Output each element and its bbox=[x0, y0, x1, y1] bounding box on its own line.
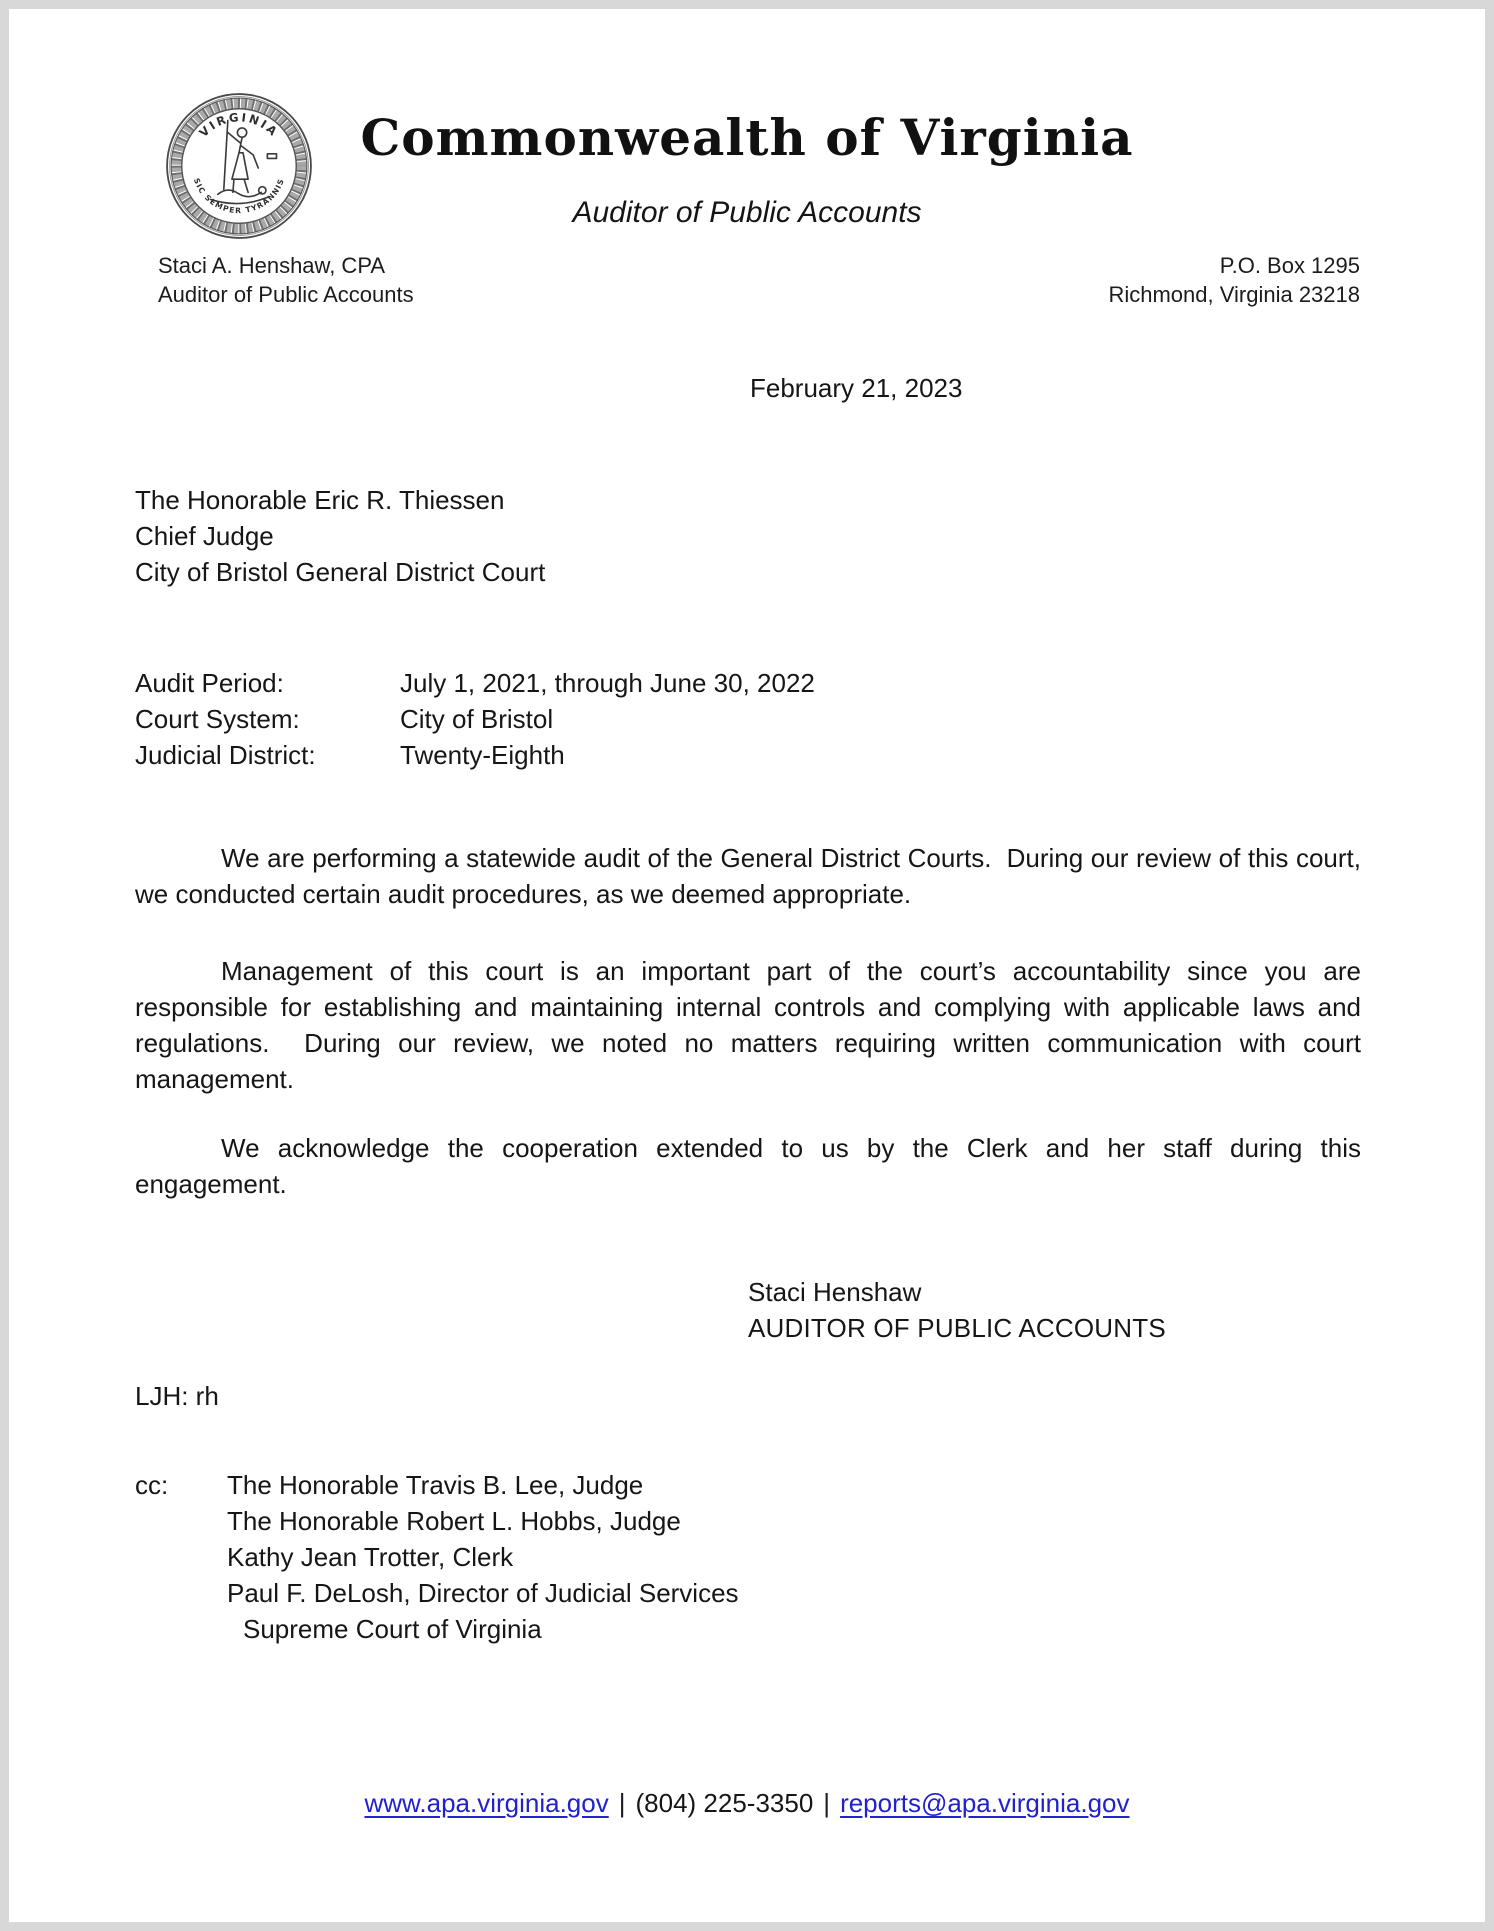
seal-bottom-text: SIC SEMPER TYRANNIS bbox=[191, 176, 287, 216]
cc-sub-line: Supreme Court of Virginia bbox=[243, 1614, 542, 1644]
body-paragraph-2: Management of this court is an important part of the court’s accountability since you are responsible for establishing and maintaining internal controls and complying with applicable laws and regulations. During our review, we noted no matters requiring written communication with court management. bbox=[135, 956, 1361, 1094]
cc-block bbox=[135, 1467, 739, 1647]
cc-name-1: The Honorable Travis B. Lee, Judge bbox=[227, 1470, 644, 1500]
judicial-district-value: Twenty-Eighth bbox=[400, 740, 565, 770]
court-system-value: City of Bristol bbox=[400, 704, 554, 734]
seal-top-text: VIRGINIA bbox=[196, 110, 282, 140]
court-system-label: Court System: bbox=[135, 704, 300, 734]
body-paragraph-1: We are performing a statewide audit of the General District Courts. During our review of this court, we conducted certain audit procedures, as we deemed appropriate. bbox=[135, 843, 1361, 909]
footer-contact-line bbox=[0, 1785, 1494, 1821]
letter-date: February 21, 2023 bbox=[750, 373, 963, 403]
website-link[interactable]: www.apa.virginia.gov bbox=[364, 1788, 609, 1818]
official-name: Staci A. Henshaw, CPA bbox=[158, 253, 386, 278]
recipient-title: Chief Judge bbox=[135, 521, 274, 551]
judicial-district-row bbox=[135, 737, 815, 773]
footer-separator-2: | bbox=[823, 1788, 831, 1818]
cc-name-3: Kathy Jean Trotter, Clerk bbox=[227, 1542, 514, 1572]
signature-name: Staci Henshaw bbox=[748, 1277, 922, 1307]
signature-title: AUDITOR OF PUBLIC ACCOUNTS bbox=[748, 1313, 1166, 1343]
recipient-block bbox=[135, 482, 545, 590]
cc-name-list bbox=[227, 1467, 739, 1647]
footer-separator-1: | bbox=[618, 1788, 626, 1818]
recipient-organization: City of Bristol General District Court bbox=[135, 557, 546, 587]
cc-name-4: Paul F. DeLosh, Director of Judicial Services bbox=[227, 1578, 739, 1608]
office-address-block bbox=[1108, 251, 1360, 309]
agency-subtitle: Auditor of Public Accounts bbox=[572, 196, 922, 229]
audit-period-row bbox=[135, 665, 815, 701]
audit-period-value: July 1, 2021, through June 30, 2022 bbox=[400, 668, 815, 698]
audit-period-label: Audit Period: bbox=[135, 668, 284, 698]
body-paragraph-3: We acknowledge the cooperation extended to us by the Clerk and her staff during this engagement. bbox=[135, 1133, 1361, 1199]
official-contact-block bbox=[158, 251, 414, 309]
phone-number: (804) 225-3350 bbox=[635, 1788, 814, 1818]
cc-label: cc: bbox=[135, 1470, 169, 1500]
address-city-state-zip: Richmond, Virginia 23218 bbox=[1108, 282, 1360, 307]
recipient-name: The Honorable Eric R. Thiessen bbox=[135, 485, 505, 515]
court-system-row bbox=[135, 701, 815, 737]
email-link[interactable]: reports@apa.virginia.gov bbox=[840, 1788, 1130, 1818]
reference-initials: LJH: rh bbox=[135, 1381, 219, 1411]
judicial-district-label: Judicial District: bbox=[135, 740, 316, 770]
address-po-box: P.O. Box 1295 bbox=[1219, 253, 1360, 278]
audit-info-block bbox=[135, 665, 815, 773]
signature-block bbox=[748, 1274, 1166, 1346]
cc-name-2: The Honorable Robert L. Hobbs, Judge bbox=[227, 1506, 681, 1536]
official-title: Auditor of Public Accounts bbox=[158, 282, 414, 307]
agency-title: Commonwealth of Virginia bbox=[360, 108, 1134, 167]
